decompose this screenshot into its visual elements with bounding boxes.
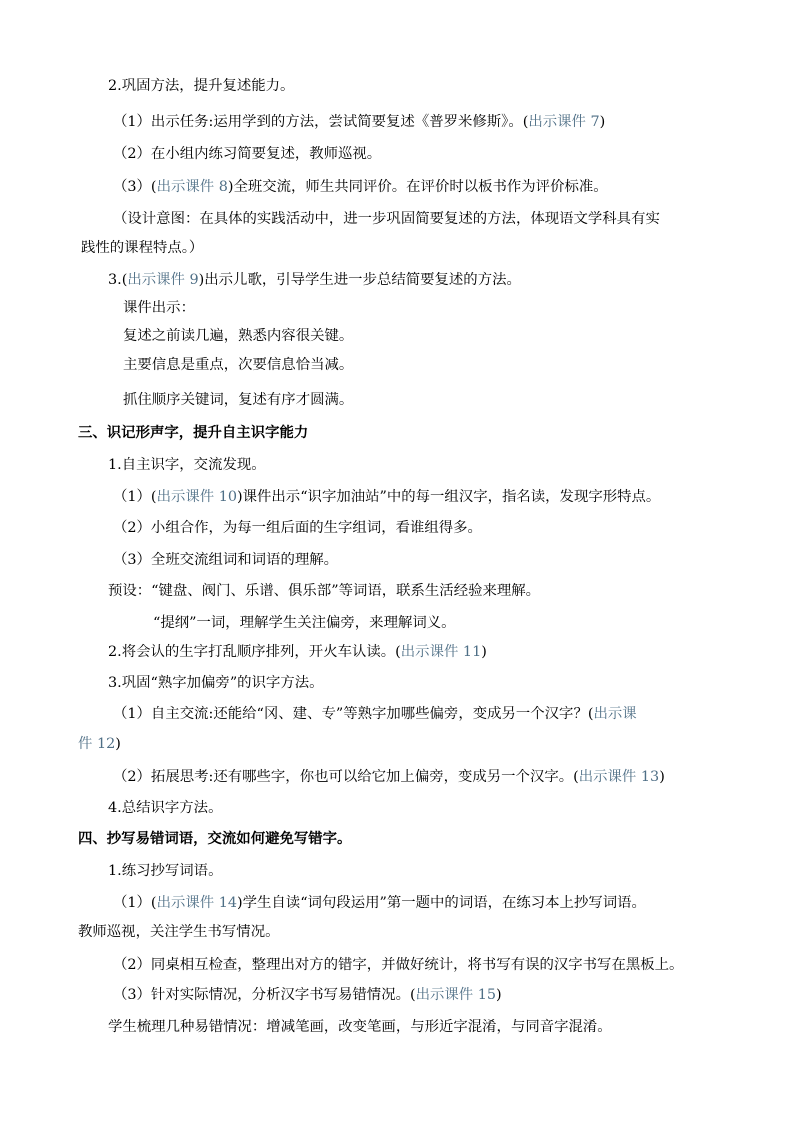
text-run: 1.练习抄写词语。 bbox=[108, 863, 223, 879]
text-line bbox=[113, 985, 502, 1005]
courseware-ref: 出示课 bbox=[593, 706, 637, 722]
text-run: 1.自主识字，交流发现。 bbox=[108, 457, 266, 473]
text-run: )出示儿歌，引导学生进一步总结简要复述的方法。 bbox=[198, 272, 521, 288]
text-line bbox=[123, 326, 353, 346]
text-run: ) bbox=[659, 769, 665, 785]
text-run: 三、识记形声字，提升自主识字能力 bbox=[78, 425, 309, 441]
text-line bbox=[113, 144, 381, 164]
text-run: 复述之前读几遍，熟悉内容很关键。 bbox=[123, 328, 354, 344]
text-line bbox=[113, 177, 608, 197]
text-run: 2.将会认的生字打乱顺序排列，开火车认读。( bbox=[108, 644, 401, 660]
text-line bbox=[123, 355, 353, 375]
text-run: 预设：“键盘、阀门、乐谱、俱乐部”等词语，联系生活经验来理解。 bbox=[108, 583, 541, 599]
text-run: （1）( bbox=[113, 489, 157, 505]
text-line bbox=[108, 455, 266, 475]
text-line bbox=[113, 550, 338, 570]
text-line bbox=[108, 76, 294, 96]
text-run: 2.巩固方法，提升复述能力。 bbox=[108, 78, 295, 94]
courseware-ref: 出示课件 13 bbox=[578, 769, 660, 785]
text-run: （1）自主交流:还能给“冈、建、专”等熟字加哪些偏旁，变成另一个汉字？( bbox=[113, 706, 594, 722]
text-run: 3.巩固“熟字加偏旁”的识字方法。 bbox=[108, 675, 324, 691]
courseware-ref: 出示课件 15 bbox=[415, 987, 497, 1003]
text-line bbox=[108, 581, 540, 601]
text-line bbox=[113, 955, 683, 975]
courseware-ref: 出示课件 9 bbox=[127, 272, 199, 288]
text-run: （3）针对实际情况，分析汉字书写易错情况。( bbox=[113, 987, 416, 1003]
text-run: （设计意图：在具体的实践活动中，进一步巩固简要复述的方法，体现语文学科具有实 bbox=[113, 211, 660, 227]
text-line bbox=[108, 798, 222, 818]
text-line bbox=[108, 673, 324, 693]
courseware-ref: 出示课件 10 bbox=[156, 489, 238, 505]
courseware-ref: 出示课件 14 bbox=[156, 895, 238, 911]
text-run: )学生自读“词句段运用”第一题中的词语，在练习本上抄写词语。 bbox=[237, 895, 646, 911]
text-run: ) bbox=[115, 736, 121, 752]
text-run: 课件出示： bbox=[123, 300, 195, 316]
courseware-ref: 件 12 bbox=[78, 736, 116, 752]
text-run: （3）( bbox=[113, 179, 157, 195]
text-run: 学生梳理几种易错情况：增减笔画，改变笔画，与形近字混淆，与同音字混淆。 bbox=[108, 1019, 612, 1035]
text-run: （2）小组合作，为每一组后面的生字组词，看谁组得多。 bbox=[113, 520, 482, 536]
text-run: 四、抄写易错词语，交流如何避免写错字。 bbox=[78, 831, 352, 847]
text-run: （2）同桌相互检查，整理出对方的错字，并做好统计，将书写有误的汉字书写在黑板上。 bbox=[113, 957, 684, 973]
text-line bbox=[108, 270, 521, 290]
text-line bbox=[123, 390, 353, 410]
text-line bbox=[113, 704, 637, 724]
text-line bbox=[113, 518, 482, 538]
courseware-ref: 出示课件 8 bbox=[156, 179, 228, 195]
text-line bbox=[113, 112, 605, 132]
text-run: ) bbox=[481, 644, 487, 660]
text-line bbox=[113, 767, 665, 787]
section-heading bbox=[78, 423, 308, 443]
text-run: 主要信息是重点，次要信息恰当减。 bbox=[123, 357, 354, 373]
text-run: （1）出示任务:运用学到的方法，尝试简要复述《普罗米修斯》。( bbox=[113, 114, 529, 130]
text-line bbox=[123, 298, 195, 318]
text-line bbox=[108, 642, 487, 662]
text-run: 践性的课程特点。） bbox=[81, 240, 204, 256]
text-run: 3.( bbox=[108, 272, 128, 288]
text-run: 4.总结识字方法。 bbox=[108, 800, 223, 816]
text-run: 抓住顺序关键词，复述有序才圆满。 bbox=[123, 392, 354, 408]
text-run: （2）在小组内练习简要复述，教师巡视。 bbox=[113, 146, 382, 162]
text-run: （3）全班交流组词和词语的理解。 bbox=[113, 552, 339, 568]
text-line bbox=[81, 238, 203, 258]
section-heading bbox=[78, 829, 351, 849]
text-line bbox=[108, 861, 222, 881]
text-run: ) bbox=[496, 987, 502, 1003]
text-run: 教师巡视，关注学生书写情况。 bbox=[78, 924, 280, 940]
text-run: （1）( bbox=[113, 895, 157, 911]
text-line bbox=[113, 893, 646, 913]
text-run: )全班交流，师生共同评价。在评价时以板书作为评价标准。 bbox=[227, 179, 608, 195]
text-line bbox=[108, 1017, 612, 1037]
text-line bbox=[113, 487, 660, 507]
text-line bbox=[78, 922, 279, 942]
courseware-ref: 出示课件 11 bbox=[400, 644, 482, 660]
text-run: “提纲”一词，理解学生关注偏旁，来理解词义。 bbox=[153, 615, 456, 631]
text-run: ) bbox=[599, 114, 606, 130]
text-run: )课件出示“识字加油站”中的每一组汉字，指名读，发现字形特点。 bbox=[237, 489, 661, 505]
text-run: （2）拓展思考:还有哪些字，你也可以给它加上偏旁，变成另一个汉字。( bbox=[113, 769, 579, 785]
text-line bbox=[113, 209, 660, 229]
text-line bbox=[78, 734, 121, 754]
courseware-ref: 出示课件 7 bbox=[528, 114, 600, 130]
text-line bbox=[153, 613, 456, 633]
